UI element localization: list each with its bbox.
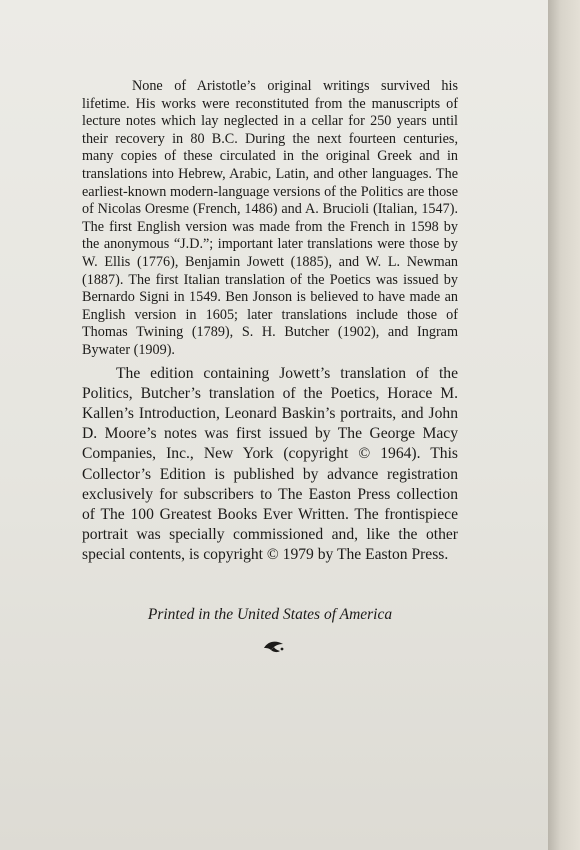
page-edge [548,0,580,850]
imprint-line: Printed in the United States of America [147,606,393,623]
leaf-fleuron-icon [262,638,286,654]
edition-paragraph: The edition containing Jowett’s translation of the Politics, Butcher’s translation of the Poetics, Horace M. Kallen’s Introduction, Leonard Baskin’s portraits, and John D. Moore’s notes was first issued by The George Macy Companies, Inc., New York (copyright © 1964). This Collector’s Edition is published by advance registration exclusively for subscribers to The Easton Press collection of The 100 Greatest Books Ever Written. The frontispiece portrait was specially commissioned and, like the other special contents, is copyright © 1979 by The Easton Press. [82,364,458,564]
colophon-text [82,78,458,566]
history-paragraph: None of Aristotle’s original writings survived his lifetime. His works were reconstituted from the manuscripts of lecture notes which lay neglected in a cellar for 250 years until their recovery in 80 B.C. During the next fourteen centuries, many copies of these circulated in the original Greek and in translations into Hebrew, Arabic, Latin, and other languages. The earliest-known modern-language versions of the Politics are those of Nicolas Oresme (French, 1486) and A. Brucioli (Italian, 1547). The first English version was made from the French in 1598 by the anonymous “J.D.”; important later translations were those by W. Ellis (1776), Benjamin Jowett (1885), and W. L. Newman (1887). The first Italian translation of the Poetics was issued by Bernardo Signi in 1549. Ben Jonson is believed to have made an English version in 1605; later translations include those of Thomas Twining (1789), S. H. Butcher (1902), and Ingram Bywater (1909). [82,78,458,358]
